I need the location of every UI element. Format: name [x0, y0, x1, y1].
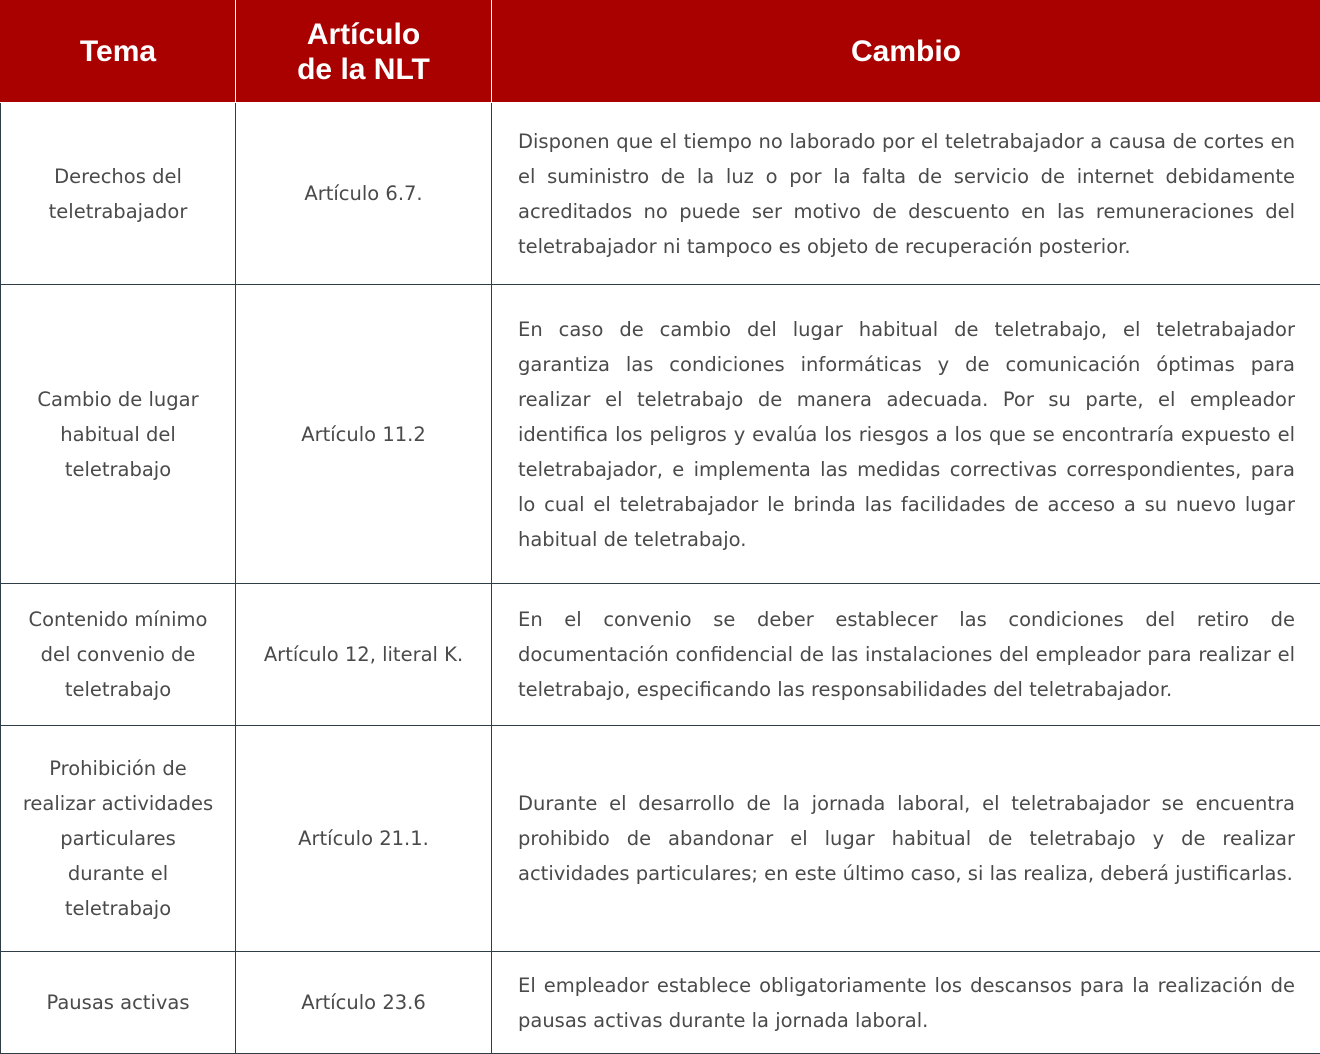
table-row [1, 726, 1320, 952]
articulo-cell: Artículo 12, literal K. [236, 584, 492, 726]
table-row [1, 103, 1320, 285]
cambio-cell: Disponen que el tiempo no laborado por el teletrabajador a causa de cortes en el suministro de la luz o por la falta de servicio de internet debidamente acreditados no puede ser motivo de descuento en las remuneraciones del teletrabajador ni tampoco es objeto de recuperación posterior. [492, 103, 1320, 285]
articulo-cell: Artículo 11.2 [236, 285, 492, 584]
articulo-cell: Artículo 21.1. [236, 726, 492, 952]
articulo-cell: Artículo 6.7. [236, 103, 492, 285]
table-row [1, 584, 1320, 726]
cambio-cell: El empleador establece obligatoriamente los descansos para la realización de pausas activas durante la jornada laboral. [492, 952, 1320, 1054]
tema-cell: Cambio de lugar habitual del teletrabajo [1, 285, 236, 584]
table-row [1, 285, 1320, 584]
header-tema: Tema [1, 1, 236, 103]
header-cambio: Cambio [492, 1, 1320, 103]
tema-cell: Derechos del teletrabajador [1, 103, 236, 285]
table-row [1, 952, 1320, 1054]
tema-cell: Prohibición de realizar actividades particulares durante el teletrabajo [1, 726, 236, 952]
header-row [1, 1, 1320, 103]
cambio-cell: En el convenio se deber establecer las condiciones del retiro de documentación confidencial de las instalaciones del empleador para realizar el teletrabajo, especificando las responsabilidades del teletrabajador. [492, 584, 1320, 726]
cambio-cell: En caso de cambio del lugar habitual de teletrabajo, el teletrabajador garantiza las condiciones informáticas y de comunicación óptimas para realizar el teletrabajo de manera adecuada. Por su parte, el empleador identifica los peligros y evalúa los riesgos a los que se encontraría expuesto el teletrabajador, e implementa las medidas correctivas correspondientes, para lo cual el teletrabajador le brinda las facilidades de acceso a su nuevo lugar habitual de teletrabajo. [492, 285, 1320, 584]
articulo-cell: Artículo 23.6 [236, 952, 492, 1054]
tema-cell: Pausas activas [1, 952, 236, 1054]
tema-cell: Contenido mínimo del convenio de teletrabajo [1, 584, 236, 726]
cambio-cell: Durante el desarrollo de la jornada laboral, el teletrabajador se encuentra prohibido de abandonar el lugar habitual de teletrabajo y de realizar actividades particulares; en este último caso, si las realiza, deberá justificarlas. [492, 726, 1320, 952]
header-articulo: Artículo de la NLT [236, 1, 492, 103]
